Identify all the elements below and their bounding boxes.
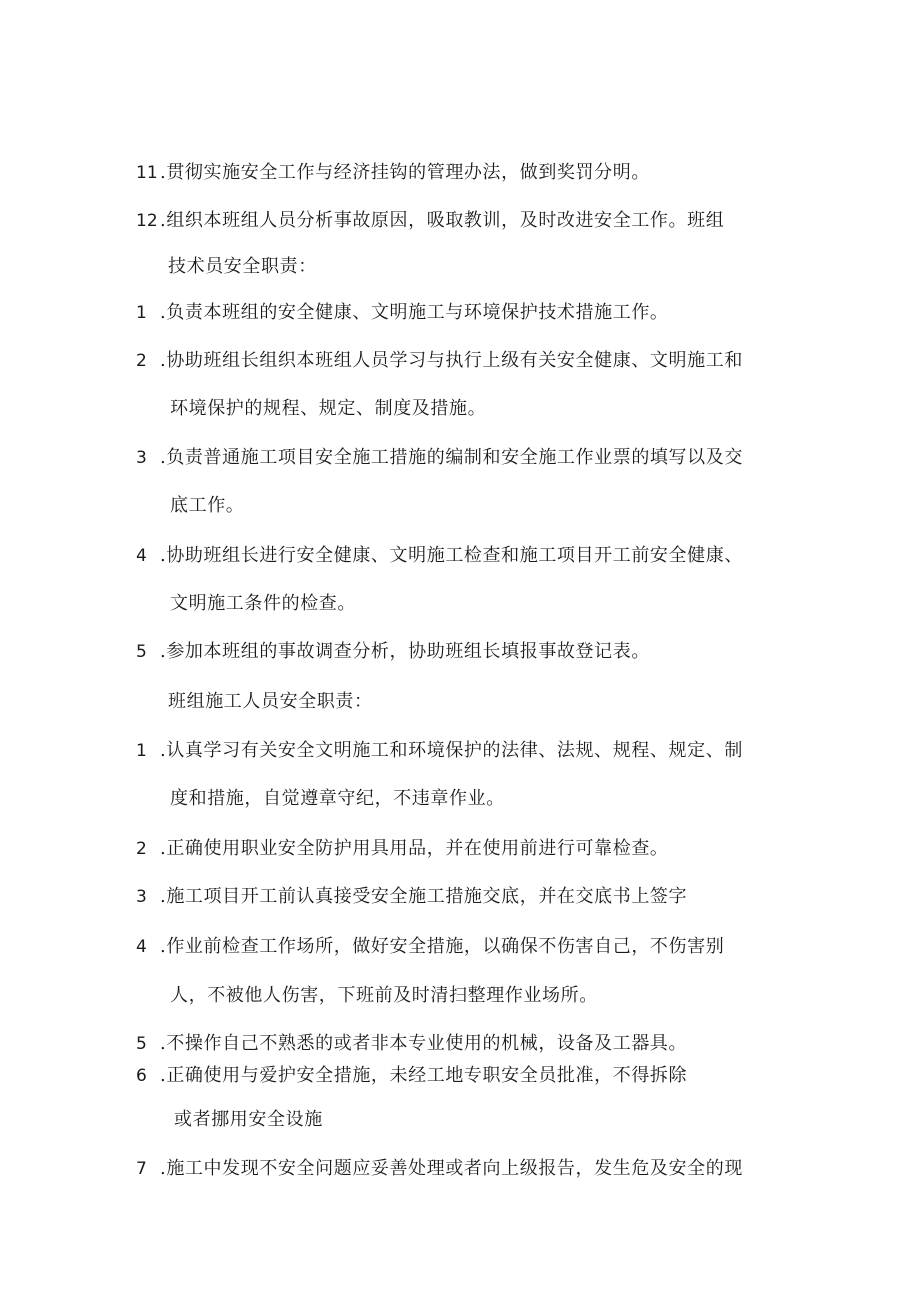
item-number: 4: [136, 937, 147, 957]
item-number: 7: [136, 1159, 147, 1179]
item-text: 文明施工条件的检查。: [170, 593, 356, 614]
item-number: 2: [136, 351, 147, 371]
item-text: .施工中发现不安全问题应妥善处理或者向上级报告，发生危及安全的现: [160, 1158, 743, 1179]
item-text: 底工作。: [170, 495, 245, 516]
item-text: .负责普通施工项目安全施工措施的编制和安全施工作业票的填写以及交: [160, 447, 743, 468]
item-text: .认真学习有关安全文明施工和环境保护的法律、法规、规程、规定、制: [160, 740, 743, 761]
item-text: .负责本班组的安全健康、文明施工与环境保护技术措施工作。: [160, 302, 669, 323]
item-text: .协助班组长组织本班组人员学习与执行上级有关安全健康、文明施工和: [160, 350, 743, 371]
item-number: 12: [136, 211, 158, 231]
heading-text: 技术员安全职责：: [168, 256, 317, 277]
item-number: 3: [136, 887, 147, 907]
item-number: 5: [136, 1034, 147, 1054]
item-text: .正确使用职业安全防护用具用品，并在使用前进行可靠检查。: [160, 838, 669, 859]
item-text: .参加本班组的事故调查分析，协助班组长填报事故登记表。: [160, 641, 650, 662]
item-number: 6: [136, 1066, 147, 1086]
item-text: 人，不被他人伤害，下班前及时清扫整理作业场所。: [170, 985, 598, 1006]
item-text: .作业前检查工作场所，做好安全措施，以确保不伤害自己，不伤害别: [160, 936, 725, 957]
item-text: .施工项目开工前认真接受安全施工措施交底，并在交底书上签字: [160, 886, 688, 907]
item-number: 11: [136, 163, 158, 183]
item-text: 度和措施，自觉遵章守纪，不违章作业。: [170, 788, 505, 809]
item-text: 或者挪用安全设施: [174, 1109, 323, 1130]
item-number: 1: [136, 303, 147, 323]
item-number: 5: [136, 642, 147, 662]
item-text: .组织本班组人员分析事故原因，吸取教训，及时改进安全工作。班组: [160, 210, 725, 231]
item-text: .不操作自己不熟悉的或者非本专业使用的机械，设备及工器具。: [160, 1033, 688, 1054]
heading-text: 班组施工人员安全职责：: [168, 691, 373, 712]
item-number: 3: [136, 448, 147, 468]
item-text: .贯彻实施安全工作与经济挂钩的管理办法，做到奖罚分明。: [160, 162, 650, 183]
item-number: 4: [136, 546, 147, 566]
item-text: 环境保护的规程、规定、制度及措施。: [170, 398, 487, 419]
item-number: 1: [136, 741, 147, 761]
item-text: .协助班组长进行安全健康、文明施工检查和施工项目开工前安全健康、: [160, 545, 743, 566]
item-number: 2: [136, 839, 147, 859]
item-text: .正确使用与爱护安全措施，未经工地专职安全员批准，不得拆除: [160, 1065, 688, 1086]
